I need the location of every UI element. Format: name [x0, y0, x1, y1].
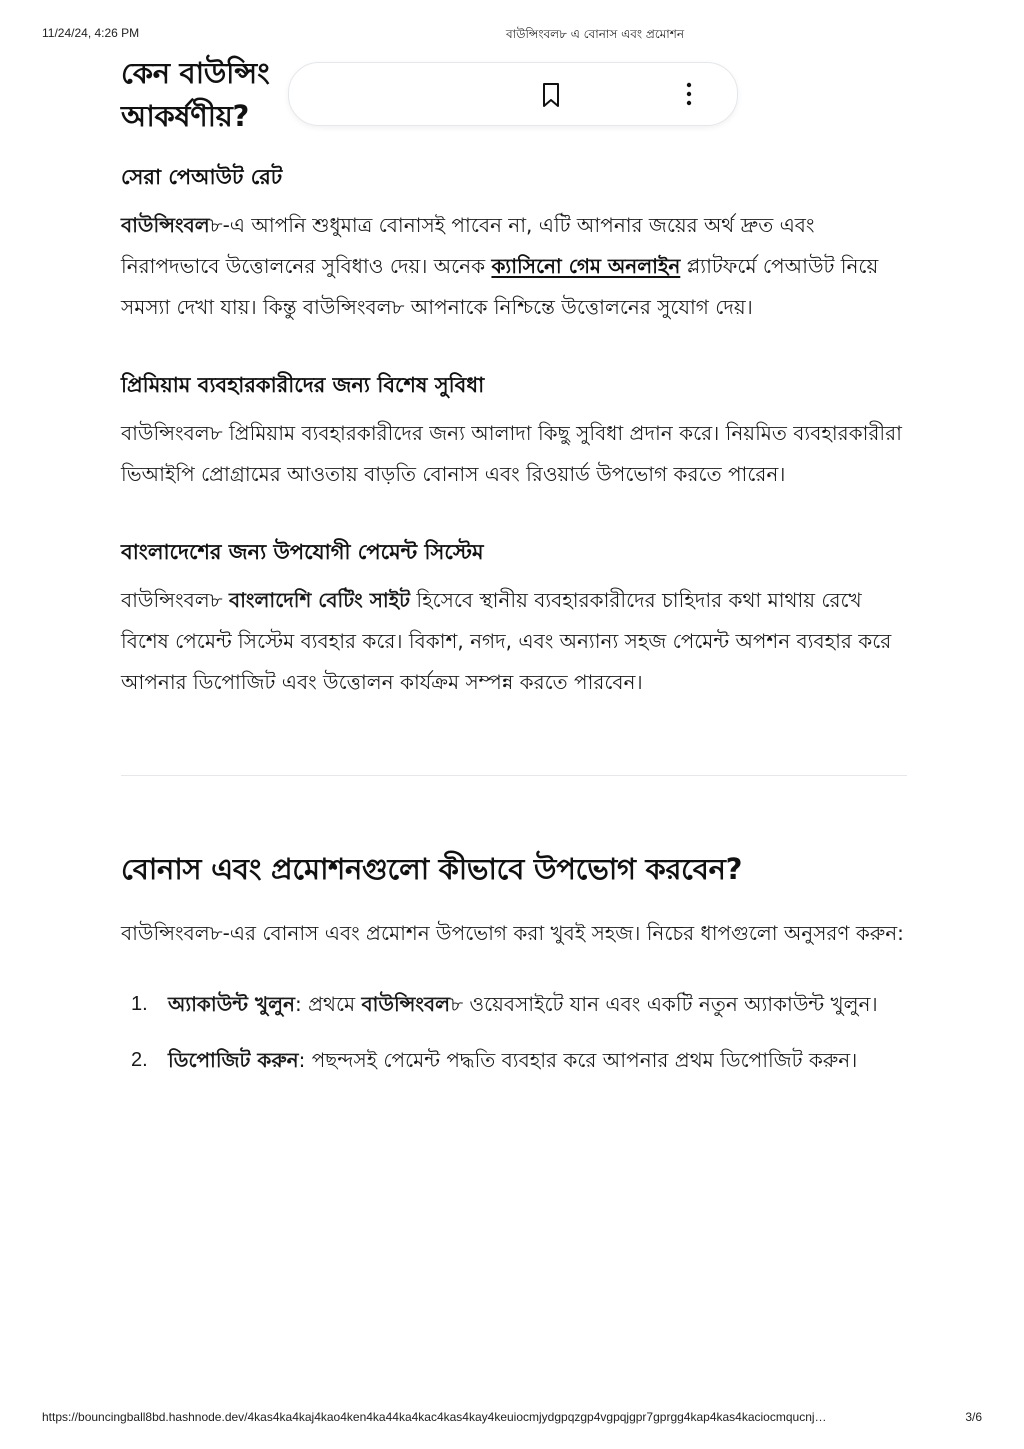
section-heading-how-to-enjoy: বোনাস এবং প্রমোশনগুলো কীভাবে উপভোগ করবেন? — [121, 852, 743, 886]
casino-game-online-link[interactable]: ক্যাসিনো গেম অনলাইন — [491, 254, 681, 278]
section-divider — [121, 775, 907, 776]
more-vertical-icon[interactable] — [677, 81, 701, 107]
print-page-number: 3/6 — [965, 1410, 982, 1424]
brand-name-bold: বাউন্সিংবল — [361, 992, 451, 1016]
paragraph-text: ৮-এ আপনি শুধুমাত্র বোনাসই পাবেন না, এটি আপনার জয়ের অর্থ দ্রুত এবং নিরাপদভাবে উত্তোলনের সুবিধাও দেয়। অনেক — [121, 213, 815, 278]
bookmark-icon[interactable] — [539, 82, 563, 108]
subheading-payment-system: বাংলাদেশের জন্য উপযোগী পেমেন্ট সিস্টেম — [121, 540, 484, 564]
floating-action-bar — [288, 62, 738, 126]
paragraph-best-payout — [121, 205, 911, 328]
brand-name-bold: বাউন্সিংবল — [121, 213, 210, 237]
list-item — [121, 984, 911, 1025]
paragraph-text: বাউন্সিংবল৮ — [121, 588, 229, 612]
paragraph-text: হিসেবে স্থানীয় ব্যবহারকারীদের চাহিদার কথা মাথায় রেখে বিশেষ পেমেন্ট সিস্টেম ব্যবহার করে। বিকাশ, নগদ, এবং অন্যান্য সহজ পেমেন্ট অপশন ব্যবহার করে আপনার ডিপোজিট এবং উত্তোলন কার্যক্রম সম্পন্ন করতে পারবেন। — [121, 588, 892, 694]
subheading-best-payout: সেরা পেআউট রেট — [121, 165, 283, 189]
paragraph-premium-users: বাউন্সিংবল৮ প্রিমিয়াম ব্যবহারকারীদের জন্য আলাদা কিছু সুবিধা প্রদান করে। নিয়মিত ব্যবহারকারীরা ভিআইপি প্রোগ্রামের আওতায় বাড়তি বোনাস এবং রিওয়ার্ড উপভোগ করতে পারেন। — [121, 421, 902, 486]
step-text: : প্রথমে — [294, 992, 362, 1016]
list-item — [121, 1040, 911, 1081]
step-text: ৮ ওয়েবসাইটে যান এবং একটি নতুন অ্যাকাউন্ট খুলুন। — [450, 992, 878, 1016]
print-page-title: বাউন্সিংবল৮ এ বোনাস এবং প্রমোশন — [505, 27, 685, 41]
step-text: : পছন্দসই পেমেন্ট পদ্ধতি ব্যবহার করে আপনার প্রথম ডিপোজিট করুন। — [298, 1048, 858, 1072]
heading-line-2: আকর্ষণীয়? — [121, 99, 250, 133]
list-number: 2. — [131, 1049, 148, 1071]
steps-list — [121, 984, 911, 1081]
subheading-premium-users: প্রিমিয়াম ব্যবহারকারীদের জন্য বিশেষ সুবিধা — [121, 373, 485, 397]
list-number: 1. — [131, 993, 148, 1015]
step-title: অ্যাকাউন্ট খুলুন — [168, 992, 295, 1016]
article-content — [121, 50, 911, 1081]
bangladeshi-betting-site-bold: বাংলাদেশি বেটিং সাইট — [228, 588, 411, 612]
heading-line-1: কেন বাউন্সিং — [121, 56, 270, 90]
paragraph-text: প্ল্যাটফর্মে পেআউট নিয়ে সমস্যা দেখা যায়। কিন্তু বাউন্সিংবল৮ আপনাকে নিশ্চিন্তে উত্তোলনের সুযোগ দেয়। — [121, 254, 879, 319]
paragraph-how-to-enjoy-intro: বাউন্সিংবল৮-এর বোনাস এবং প্রমোশন উপভোগ করা খুবই সহজ। নিচের ধাপগুলো অনুসরণ করুন: — [121, 921, 904, 945]
print-datetime: 11/24/24, 4:26 PM — [42, 26, 140, 40]
paragraph-payment-system — [121, 580, 911, 703]
print-footer — [42, 1410, 982, 1428]
print-url: https://bouncingball8bd.hashnode.dev/4kas4ka4kaj4kao4ken4ka44ka4kac4kas4kay4keuiocmjydgpqzgp4vgpqjgpr7gprgg4kap4kas4kaciocmqucnj… — [42, 1410, 827, 1424]
step-title: ডিপোজিট করুন — [168, 1048, 299, 1072]
print-header — [0, 26, 1024, 46]
